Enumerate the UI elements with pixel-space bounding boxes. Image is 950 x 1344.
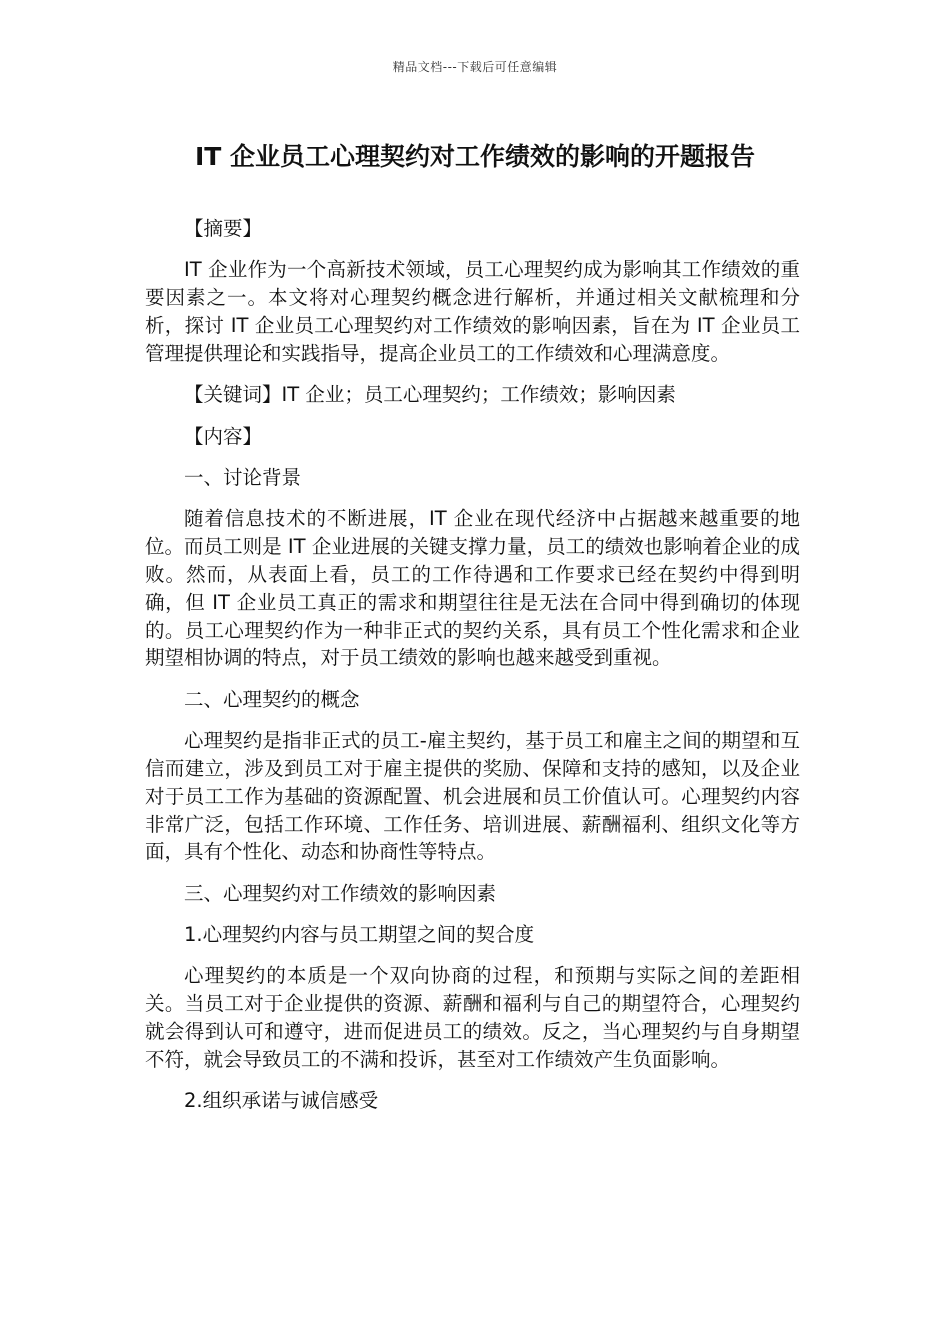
document-body (145, 215, 800, 1129)
section-1-paragraph: 随着信息技术的不断进展，IT 企业在现代经济中占据越来越重要的地位。而员工则是 IT 企业进展的关键支撑力量，员工的绩效也影响着企业的成败。然而，从表面上看，员工的工作待遇和工作要求已经在契约中得到明确，但 IT 企业员工真正的需求和期望往往是无法在合同中得到确切的体现的。员工心理契约作为一种非正式的契约关系，具有员工个性化需求和企业期望相协调的特点，对于员工绩效的影响也越来越受到重视。 (145, 507, 800, 670)
abstract-paragraph: IT 企业作为一个高新技术领域，员工心理契约成为影响其工作绩效的重要因素之一。本文将对心理契约概念进行解析，并通过相关文献梳理和分析，探讨 IT 企业员工心理契约对工作绩效的影响因素，旨在为 IT 企业员工管理提供理论和实践指导，提高企业员工的工作绩效和心理满意度。 (145, 258, 800, 365)
subsection-1-paragraph: 心理契约的本质是一个双向协商的过程，和预期与实际之间的差距相关。当员工对于企业提供的资源、薪酬和福利与自己的期望符合，心理契约就会得到认可和遵守，进而促进员工的绩效。反之，当心理契约与自身期望不符，就会导致员工的不满和投诉，甚至对工作绩效产生负面影响。 (145, 964, 800, 1071)
content-heading: 【内容】 (184, 424, 263, 448)
document-title: IT 企业员工心理契约对工作绩效的影响的开题报告 (194, 142, 756, 171)
subsection-1-heading: 1.心理契约内容与员工期望之间的契合度 (184, 923, 535, 947)
section-2-heading: 二、心理契约的概念 (184, 687, 360, 711)
header-note: 精品文档---下载后可任意编辑 (392, 60, 558, 74)
section-3-heading: 三、心理契约对工作绩效的影响因素 (184, 881, 497, 905)
section-1-heading: 一、讨论背景 (184, 465, 302, 489)
section-2-paragraph: 心理契约是指非正式的员工-雇主契约，基于员工和雇主之间的期望和互信而建立，涉及到员工对于雇主提供的奖励、保障和支持的感知，以及企业对于员工工作为基础的资源配置、机会进展和员工价值认可。心理契约内容非常广泛，包括工作环境、工作任务、培训进展、薪酬福利、组织文化等方面，具有个性化、动态和协商性等特点。 (145, 729, 800, 864)
keywords-line: 【关键词】IT 企业；员工心理契约；工作绩效；影响因素 (184, 383, 676, 407)
abstract-heading: 【摘要】 (184, 217, 263, 240)
subsection-2-heading: 2.组织承诺与诚信感受 (184, 1089, 379, 1113)
